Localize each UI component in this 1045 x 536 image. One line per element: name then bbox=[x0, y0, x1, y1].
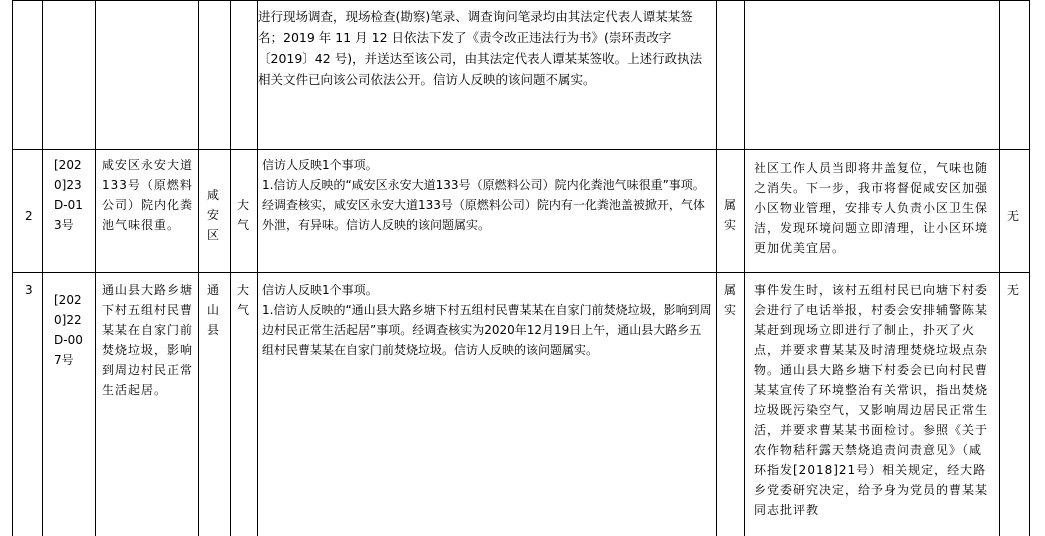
petition-table bbox=[12, 0, 1030, 536]
row3-pollution-type: 大气 bbox=[237, 283, 250, 317]
row3-description: 信访人反映1个事项。 1.信访人反映的“通山县大路乡塘下村五组村民曹某某在自家门前焚烧垃圾，影响到周边村民正常生活起居”事项。经调查核实为2020年12月19日上午，通山县大路乡五组村民曹某某在自家门前焚烧垃圾。信访人反映的该问题属实。 bbox=[262, 283, 712, 357]
row3-issue: 通山县大路乡塘下村五组村民曹某某在自家门前焚烧垃圾，影响到周边村民正常生活起居。 bbox=[102, 283, 194, 397]
row3-action: 事件发生时，该村五组村民已向塘下村委会进行了电话举报，村委会安排辅警陈某某赶到现场立即进行了制止，扑灭了火点，并要求曹某某及时清理焚烧垃圾点杂物。通山县大路乡塘下村委会已向村民曹某某宣传了环境整治有关常识，指出焚烧垃圾既污染空气，又影响周边居民正常生活，并要求曹某某书面检讨。参照《关于农作物秸秆露天禁烧追责问责意见》（咸环指发[2018]21号）相关规定，经大路乡党委研究决定，给予身为党员的曹某某同志批评教 bbox=[754, 283, 989, 517]
row3-district: 通山县 bbox=[207, 283, 220, 337]
row2-action: 社区工作人员当即将井盖复位，气味也随之消失。下一步，我市将督促咸安区加强小区物业管理，安排专人负责小区卫生保洁，发现环境问题立即清理，让小区环境更加优美宜居。 bbox=[754, 161, 989, 255]
row3-case-code: [2020]22D-007号 bbox=[54, 293, 83, 367]
row2-pollution-type: 大气 bbox=[237, 198, 250, 232]
row2-description: 信访人反映1个事项。 1.信访人反映的“咸安区永安大道133号（原燃料公司）院内化粪池气味很重”事项。经调查核实，咸安区永安大道133号（原燃料公司）院内有一化粪池盖被掀开，气体外泄，有异味。信访人反映的该问题属实。 bbox=[262, 158, 705, 232]
row2-verification: 属实 bbox=[724, 198, 737, 232]
row2-case-code: [2020]23D-013号 bbox=[54, 158, 83, 232]
row3-note: 无 bbox=[1007, 283, 1020, 297]
row3-number: 3 bbox=[25, 283, 33, 297]
row2-issue: 咸安区永安大道133号（原燃料公司）院内化粪池气味很重。 bbox=[102, 158, 194, 232]
row2-note: 无 bbox=[1007, 209, 1020, 223]
row1-description: 进行现场调查，现场检查(勘察)笔录、调查询问笔录均由其法定代表人谭某某签名；2019 年 11 月 12 日依法下发了《责令改正违法行为书》(崇环责改字〔2019〕42 号)，并送达至该公司，由其法定代表人谭某某签收。上述行政执法相关文件已向该公司依法公开。信访人反映的该问题不属实。 bbox=[258, 9, 703, 87]
row2-district: 咸安区 bbox=[207, 188, 220, 242]
row3-verification: 属实 bbox=[724, 283, 737, 317]
row2-number: 2 bbox=[25, 209, 33, 223]
